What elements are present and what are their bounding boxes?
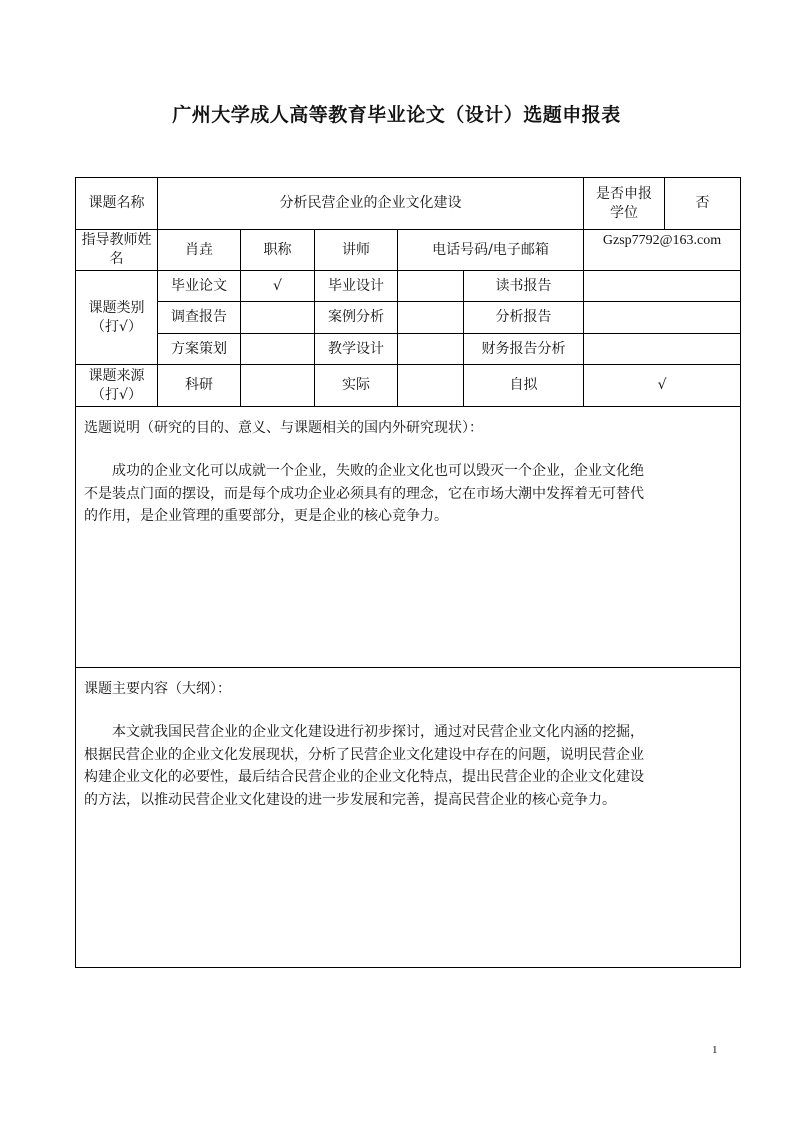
degree-value: 否: [665, 178, 741, 230]
topic-value: 分析民营企业的企业文化建设: [158, 178, 584, 230]
source-cell: 科研: [158, 365, 241, 407]
page-title: 广州大学成人高等教育毕业论文（设计）选题申报表: [172, 104, 621, 126]
category-check: [584, 302, 741, 334]
category-check: √: [241, 271, 315, 302]
category-cell: 案例分析: [315, 302, 398, 334]
category-check: [241, 334, 315, 365]
source-check: [241, 365, 315, 407]
category-cell: 毕业设计: [315, 271, 398, 302]
outline-heading: 课题主要内容（大纲）：: [84, 681, 231, 697]
source-check: [398, 365, 464, 407]
source-cell: 自拟: [464, 365, 584, 407]
outline-paragraph: 本文就我国民营企业的企业文化建设进行初步探讨，通过对民营企业文化内涵的挖掘，根据民营企业的企业文化发展现状，分析了民营企业文化建设中存在的问题，说明民营企业构建企业文化的必要性，最后结合民营企业的企业文化特点，提出民营企业的企业文化建设的方法，以推动民营企业文化建设的进一步发展和完善，提高民营企业的核心竞争力。: [84, 723, 644, 808]
application-form-table: [75, 177, 741, 968]
category-check: [398, 271, 464, 302]
contact-label: 电话号码/电子邮箱: [398, 230, 584, 271]
description-paragraph: 成功的企业文化可以成就一个企业，失败的企业文化也可以毁灭一个企业，企业文化绝不是装点门面的摆设，而是每个成功企业必须具有的理念，它在市场大潮中发挥着无可替代的作用，是企业管理的重要部分，更是企业的核心竞争力。: [84, 462, 644, 525]
page-number: 1: [712, 1044, 718, 1056]
category-check: [584, 334, 741, 365]
category-cell: 分析报告: [464, 302, 584, 334]
advisor-name: 肖垚: [158, 230, 241, 271]
category-cell: 教学设计: [315, 334, 398, 365]
category-label: 课题类别（打√）: [76, 271, 158, 365]
category-check: [584, 271, 741, 302]
category-cell: 调查报告: [158, 302, 241, 334]
outline-section: [76, 668, 741, 968]
description-section: [76, 407, 741, 668]
category-cell: 读书报告: [464, 271, 584, 302]
contact-value: Gzsp7792@163.com: [584, 230, 741, 271]
position-label: 职称: [241, 230, 315, 271]
category-check: [398, 334, 464, 365]
degree-label: 是否申报学位: [584, 178, 665, 230]
category-check: [241, 302, 315, 334]
category-cell: 毕业论文: [158, 271, 241, 302]
category-cell: 财务报告分析: [464, 334, 584, 365]
topic-label: 课题名称: [76, 178, 158, 230]
source-label: 课题来源（打√）: [76, 365, 158, 407]
category-cell: 方案策划: [158, 334, 241, 365]
source-cell: 实际: [315, 365, 398, 407]
source-check: √: [584, 365, 741, 407]
description-heading: 选题说明（研究的目的、意义、与课题相关的国内外研究现状）：: [84, 420, 483, 436]
position-value: 讲师: [315, 230, 398, 271]
advisor-label: 指导教师姓名: [76, 230, 158, 271]
category-check: [398, 302, 464, 334]
